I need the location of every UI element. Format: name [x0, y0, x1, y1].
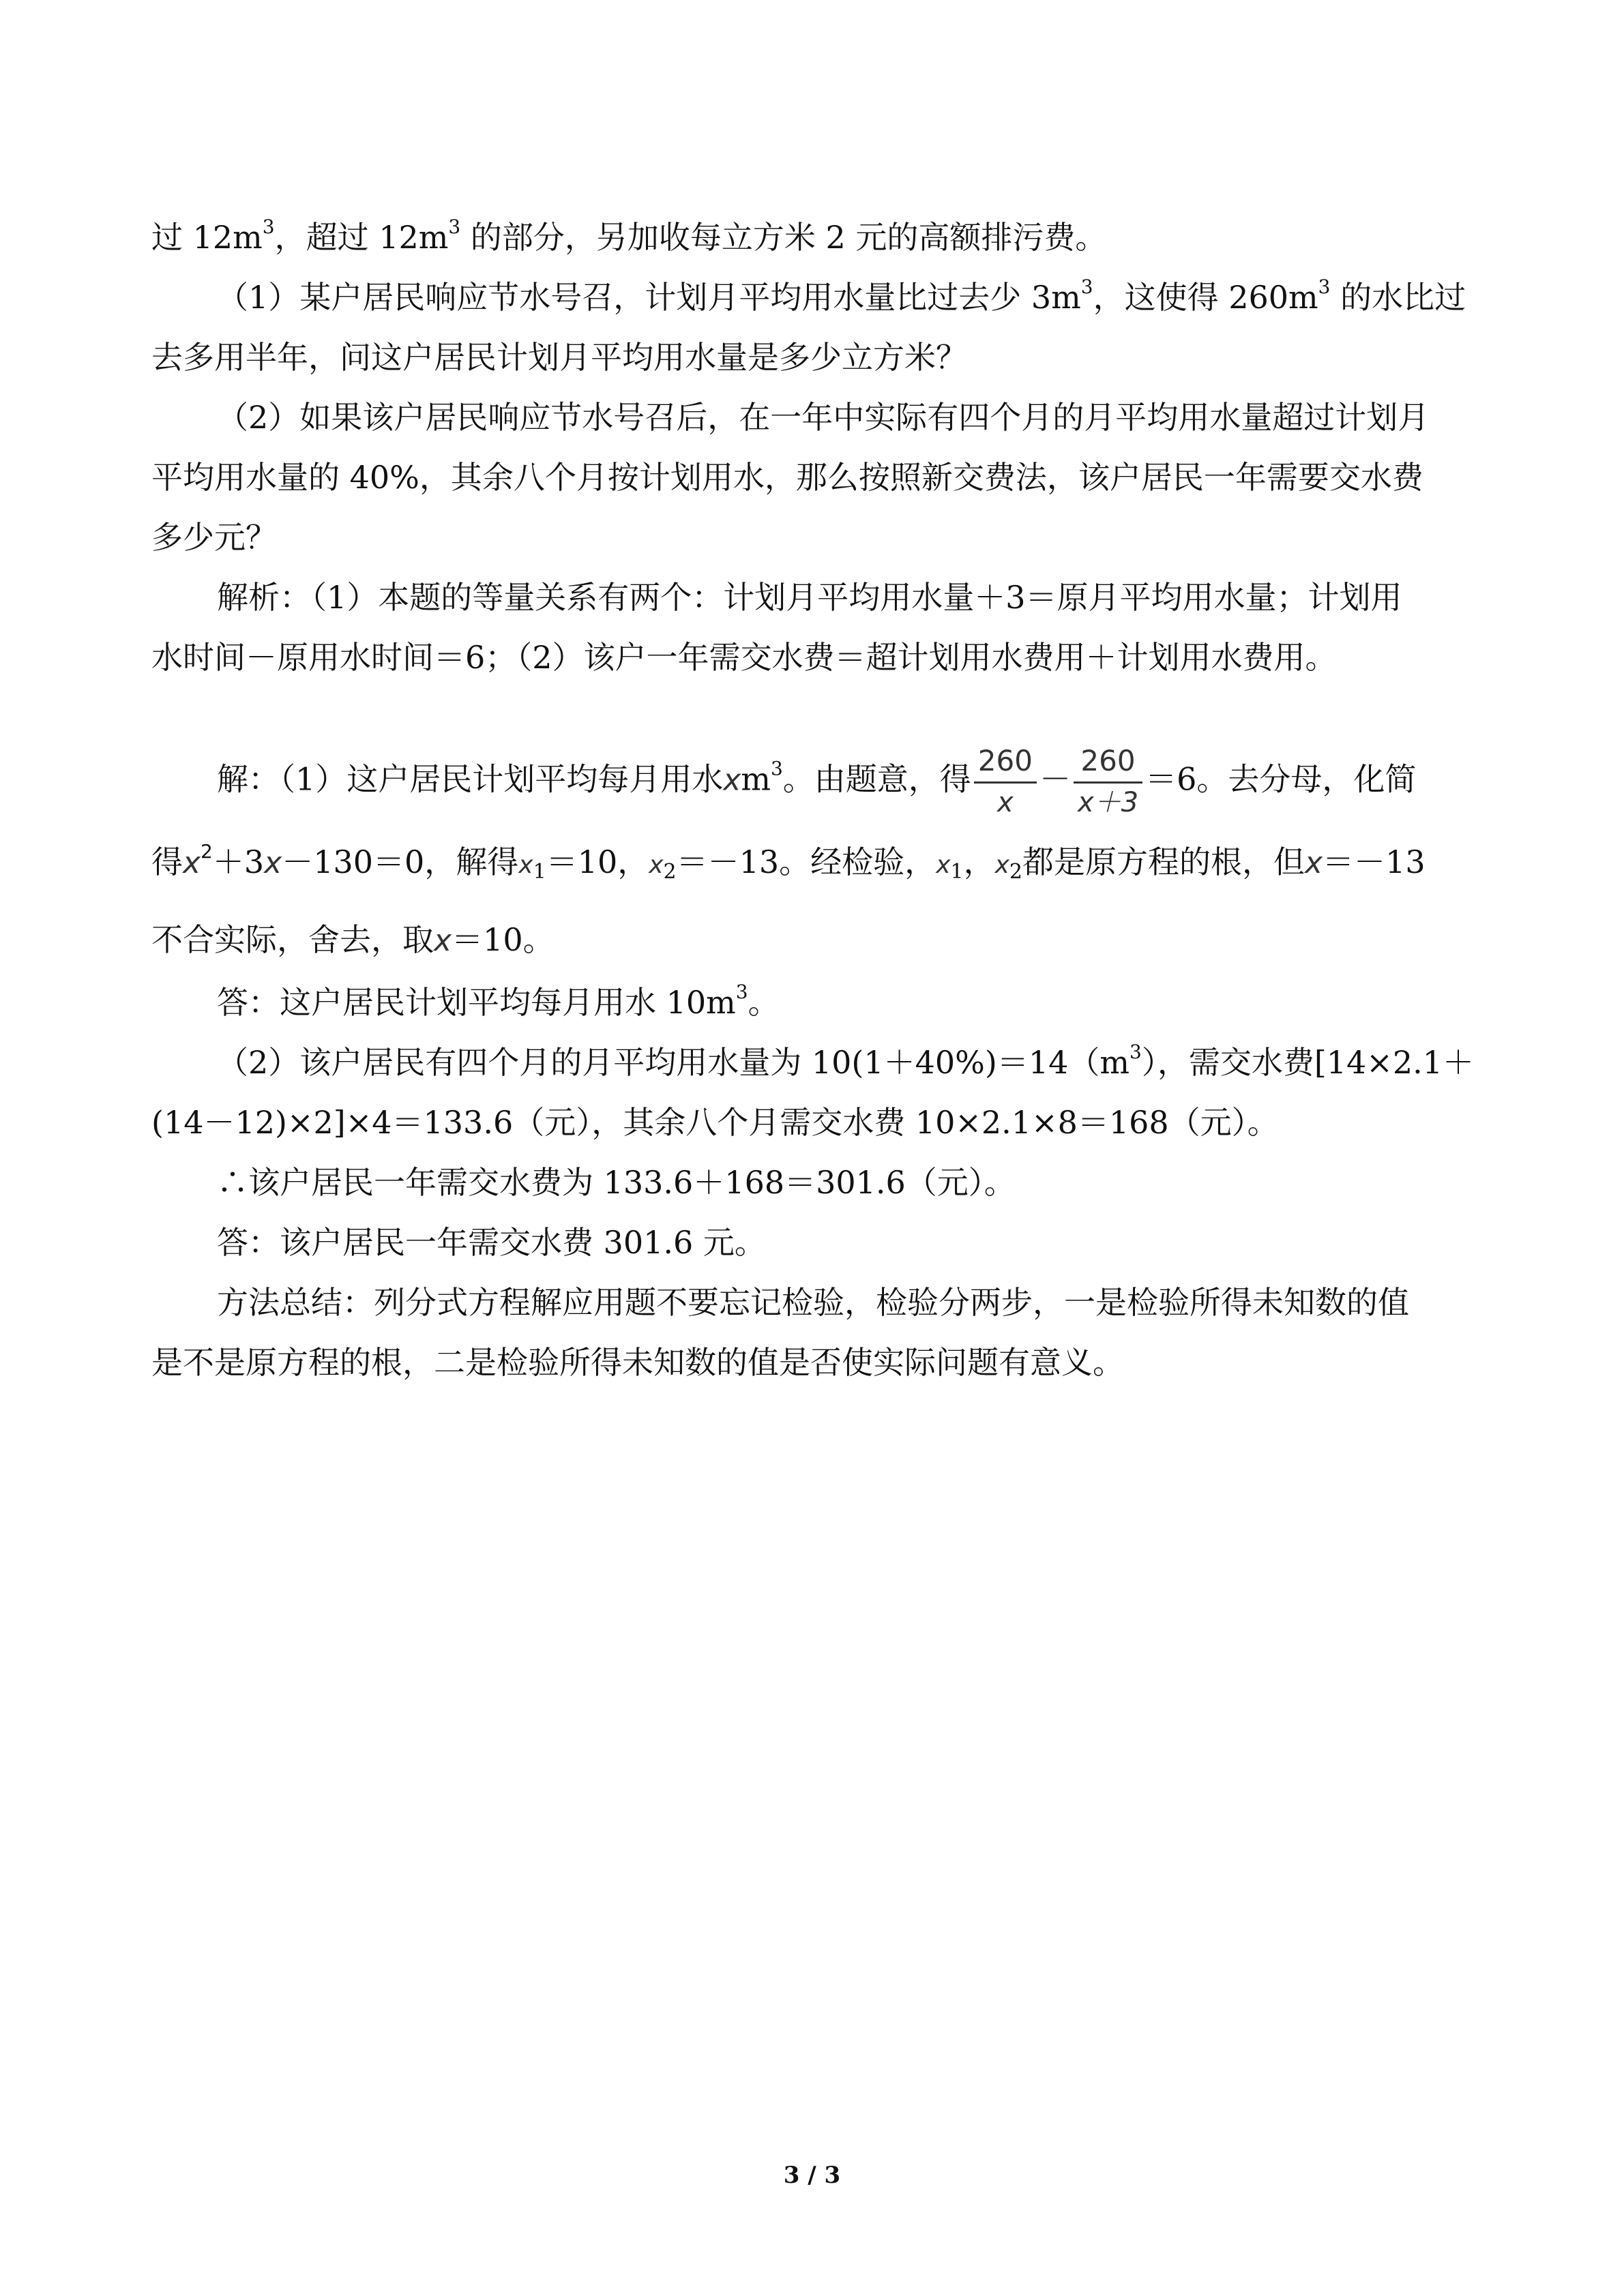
solution-line-2: 得$x^2+3x-130=0$，解得$x_1=10$，$x_2=-13$。经检验，$x_1$，$x_2$都是原方程的根，但x＝－13: [151, 840, 1426, 884]
solution-line-3: 不合实际，舍去，取x＝10。: [151, 921, 555, 958]
answer-2: 答：该户居民一年需交水费 301.6 元。: [217, 1224, 766, 1261]
method-summary-line-2: 是不是原方程的根，二是检验所得未知数的值是否使实际问题有意义。: [151, 1344, 1124, 1381]
solution-2-line-3: ∴该户居民一年需交水费为 133.6＋168＝301.6（元）。: [217, 1164, 1016, 1201]
solution-2-line-1: （2）该户居民有四个月的月平均用水量为 $10(1+40\%)=14(m^3)$，需交水费[14×2.1＋: [217, 1041, 1474, 1081]
solution-line-1: 解：（1）这户居民计划平均每月用水$xm^3$。由题意，得 $\frac{260}{x}$ － $\frac{260}{x+3}$ ＝6。去分母，化简: [217, 743, 1554, 820]
answer-1: 答：这户居民计划平均每月用水 $10m^3$。: [217, 981, 780, 1021]
solution-2-line-2: (14－12)×2]×4＝133.6（元），其余八个月需交水费 10×2.1×8＝168（元）。: [151, 1104, 1279, 1141]
page-number: 3 / 3: [783, 2162, 841, 2189]
analysis-line-1: 解析：（1）本题的等量关系有两个：计划月平均用水量＋3＝原月平均用水量；计划用: [217, 579, 1402, 616]
paragraph-line-1: 过 $12m^3$，超过 $12m^3$ 的部分，另加收每立方米 2 元的高额排污费。: [151, 215, 1107, 256]
method-summary-line-1: 方法总结：列分式方程解应用题不要忘记检验，检验分两步，一是检验所得未知数的值: [217, 1284, 1409, 1321]
analysis-line-2: 水时间－原用水时间＝6；（2）该户一年需交水费＝超计划用水费用＋计划用水费用。: [151, 639, 1337, 676]
fraction-260-over-x: $\frac{260}{x}$: [974, 743, 1037, 820]
question-1-line-2: 去多用半年，问这户居民计划月平均用水量是多少立方米？: [151, 339, 967, 376]
fraction-260-over-x-plus-3: $\frac{260}{x+3}$: [1074, 743, 1142, 820]
question-2-line-1: （2）如果该户居民响应节水号召后，在一年中实际有四个月的月平均用水量超过计划月: [217, 399, 1430, 436]
question-1-line-1: （1）某户居民响应节水号召，计划月平均用水量比过去少 $3m^3$，这使得 $260m^3$ 的水比过: [217, 275, 1466, 316]
question-2-line-2: 平均用水量的 40%，其余八个月按计划用水，那么按照新交费法，该户居民一年需要交水费: [151, 459, 1423, 496]
question-2-line-3: 多少元？: [151, 519, 277, 556]
